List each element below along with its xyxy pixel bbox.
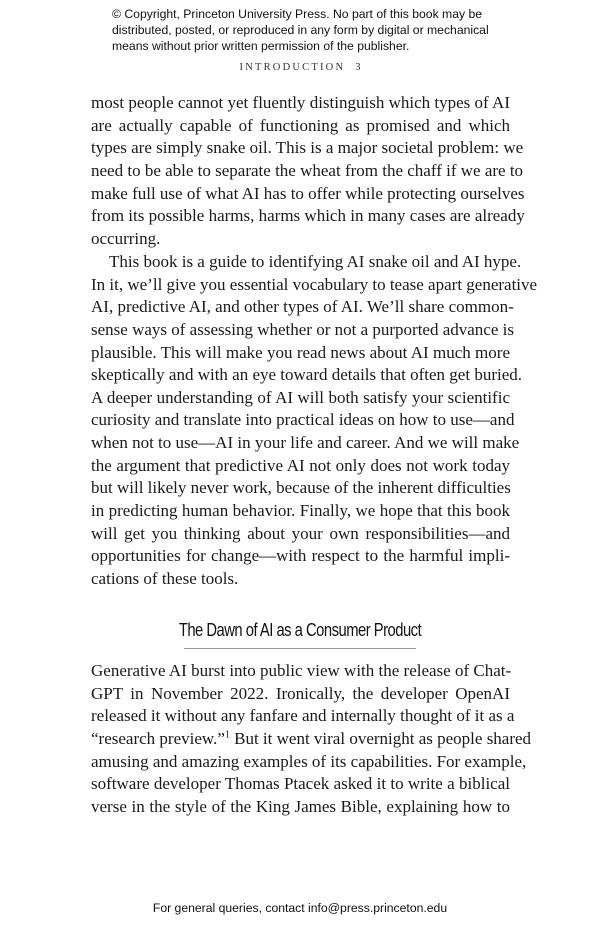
section-heading: The Dawn of AI as a Consumer Product: [178, 620, 422, 640]
text-line: types are simply snake oil. This is a major societal problem: we: [91, 138, 524, 158]
text-line: sense ways of assessing whether or not a purported advance is: [91, 319, 514, 339]
footnote-ref[interactable]: 1: [224, 729, 230, 741]
text-line: cations of these tools.: [91, 568, 239, 588]
text-line: most people cannot yet fluently distinguish which types of AI: [91, 93, 510, 112]
text-line: verse in the style of the King James Bible, explaining how to: [91, 796, 510, 816]
text-line: but will likely never work, because of the inherent difficulties: [91, 478, 511, 498]
text-line: need to be able to separate the wheat from the chaff if we are to: [91, 160, 524, 180]
copyright-notice: © Copyright, Princeton University Press. No part of this book may be distributed, posted, or reproduced in any form by digital or mechanical means without prior written permission of the publisher.: [112, 7, 489, 53]
text-line: AI, predictive AI, and other types of AI. We’ll share common-: [91, 297, 514, 317]
text-line-rest: But it went viral overnight as people shared: [234, 728, 532, 748]
text-line: GPT in November 2022. Ironically, the developer OpenAI: [91, 683, 510, 703]
text-line: released it without any fanfare and internally thought of it as a: [91, 706, 515, 726]
section-paragraph: [91, 660, 532, 818]
text-line: Generative AI burst into public view with the release of Chat-: [91, 661, 512, 680]
text-line: in predicting human behavior. Finally, we hope that this book: [91, 501, 510, 521]
text-line: plausible. This will make you read news about AI much more: [91, 342, 510, 362]
running-head-title: INTRODUCTION: [239, 62, 346, 73]
body-paragraph-2: [91, 251, 538, 591]
running-head: [0, 62, 600, 73]
body-paragraph-1: [91, 92, 525, 250]
text-line: A deeper understanding of AI will both satisfy your scientific: [91, 387, 510, 407]
text-line: This book is a guide to identifying AI snake oil and AI hype.: [109, 252, 522, 271]
text-line: make full use of what AI has to offer while protecting ourselves: [91, 183, 525, 203]
text-line: amusing and amazing examples of its capabilities. For example,: [91, 751, 527, 771]
text-line: the argument that predictive AI not only does not work today: [91, 455, 510, 475]
footer-contact: For general queries, contact info@press.princeton.edu: [152, 901, 448, 915]
text-line: [91, 728, 532, 751]
page-number: 3: [355, 62, 361, 73]
text-line: from its possible harms, harms which in many cases are already: [91, 206, 525, 226]
text-line: are actually capable of functioning as promised and which: [91, 115, 510, 135]
text-line: occurring.: [91, 228, 161, 248]
text-line: skeptically and with an eye toward details that often get buried.: [91, 365, 523, 385]
text-line: software developer Thomas Ptacek asked it to write a biblical: [91, 774, 510, 794]
text-line: opportunities for change—with respect to the harmful impli-: [91, 546, 510, 566]
text-line: will get you thinking about your own responsibilities—and: [91, 523, 510, 543]
quote-text: “research preview.”: [91, 728, 225, 748]
text-line: when not to use—AI in your life and career. And we will make: [91, 433, 520, 453]
text-line: curiosity and translate into practical ideas on how to use—and: [91, 410, 515, 430]
heading-rule: [184, 648, 416, 649]
text-line: In it, we’ll give you essential vocabulary to tease apart generative: [91, 274, 538, 294]
